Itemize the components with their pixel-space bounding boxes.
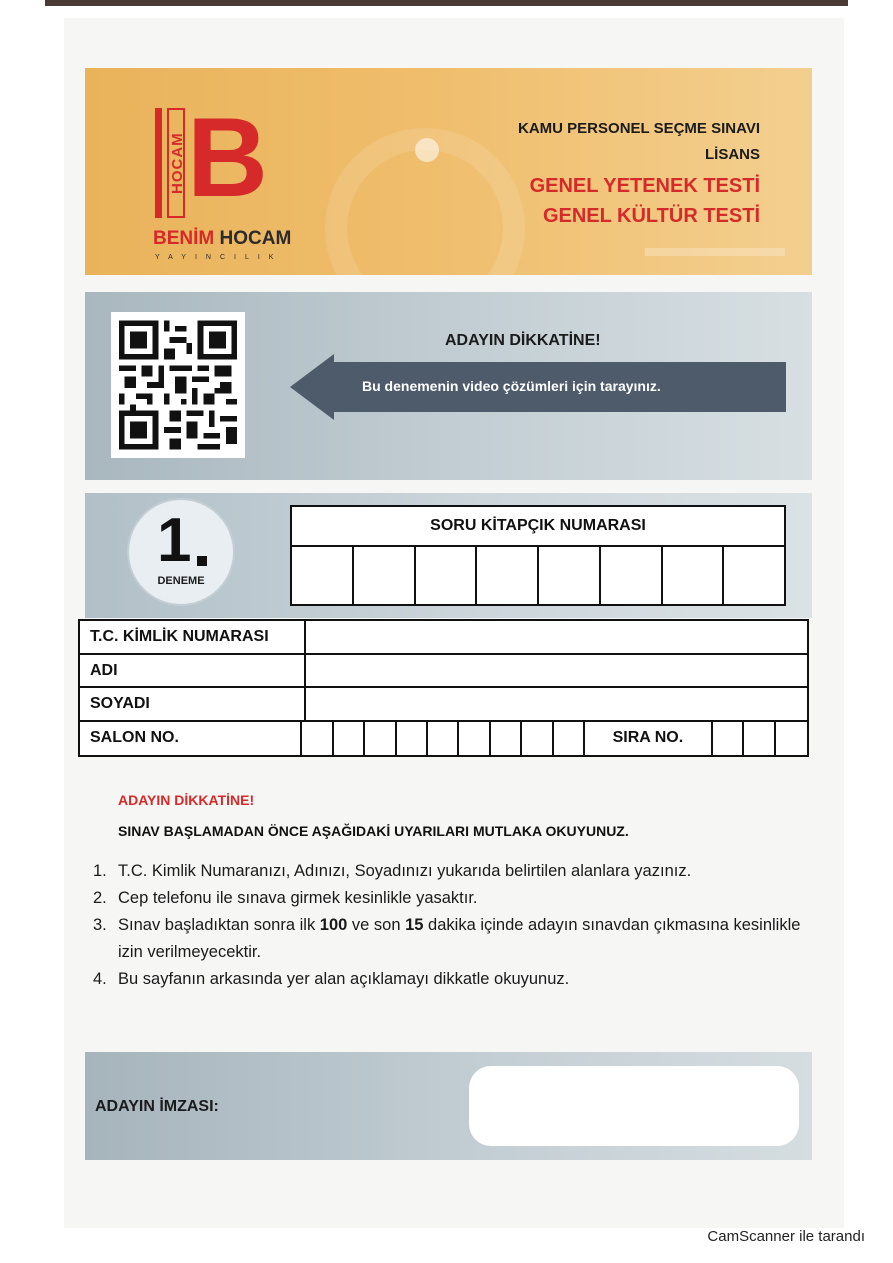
brand-logo bbox=[153, 95, 292, 261]
list-item bbox=[93, 858, 813, 885]
sira-box[interactable] bbox=[776, 722, 807, 756]
deneme-label: DENEME bbox=[157, 575, 205, 587]
list-item-bold-value: 15 bbox=[405, 916, 424, 934]
brand-name-part1: BENİM bbox=[153, 228, 215, 249]
list-item-number: 3. bbox=[93, 916, 107, 934]
booklet-number-cells bbox=[292, 547, 784, 604]
sira-box[interactable] bbox=[713, 722, 744, 756]
qr-code-graphic bbox=[119, 320, 237, 450]
salon-box[interactable] bbox=[522, 722, 553, 756]
list-item-number: 2. bbox=[93, 889, 107, 907]
booklet-cell[interactable] bbox=[354, 547, 416, 604]
decor-dot bbox=[415, 138, 439, 162]
deneme-number: 1 bbox=[157, 506, 192, 575]
salon-box[interactable] bbox=[302, 722, 333, 756]
booklet-cell[interactable] bbox=[601, 547, 663, 604]
list-item bbox=[93, 912, 813, 966]
surname-label: SOYADI bbox=[80, 688, 306, 720]
warnings-title: ADAYIN DİKKATİNE! bbox=[118, 792, 255, 808]
tc-row bbox=[80, 621, 807, 655]
salon-label: SALON NO. bbox=[80, 722, 302, 756]
list-item bbox=[93, 966, 813, 993]
logo-bar bbox=[155, 108, 162, 218]
brand-subtitle: YAYINCILIK bbox=[155, 254, 283, 261]
salon-box[interactable] bbox=[554, 722, 585, 756]
deneme-badge bbox=[127, 498, 235, 606]
booklet-cell[interactable] bbox=[663, 547, 725, 604]
deneme-number-dot bbox=[197, 556, 207, 566]
list-item-text-part: Sınav başladıktan sonra ilk bbox=[118, 916, 320, 934]
qr-title: ADAYIN DİKKATİNE! bbox=[445, 332, 601, 349]
test-name-2: GENEL KÜLTÜR TESTİ bbox=[542, 205, 760, 227]
signature-field[interactable] bbox=[469, 1066, 799, 1146]
salon-box[interactable] bbox=[334, 722, 365, 756]
tc-label: T.C. KİMLİK NUMARASI bbox=[80, 621, 306, 653]
booklet-cell[interactable] bbox=[477, 547, 539, 604]
surname-field[interactable] bbox=[306, 688, 807, 720]
booklet-cell[interactable] bbox=[539, 547, 601, 604]
list-item-bold-value: 100 bbox=[319, 916, 348, 934]
booklet-number-table bbox=[290, 505, 786, 606]
header-band bbox=[85, 68, 812, 275]
list-item-text-part: ve son bbox=[347, 916, 406, 934]
signature-band bbox=[85, 1052, 812, 1160]
name-label: ADI bbox=[80, 655, 306, 687]
list-item-number: 1. bbox=[93, 862, 107, 880]
warnings-list bbox=[93, 858, 813, 993]
sira-box[interactable] bbox=[744, 722, 775, 756]
logo-mark bbox=[155, 95, 268, 220]
candidate-info-table bbox=[78, 619, 809, 757]
list-item-number: 4. bbox=[93, 970, 107, 988]
list-item-text bbox=[118, 912, 813, 966]
qr-band bbox=[85, 292, 812, 480]
list-item-text-part: dakika içinde adayın sınavdan çıkmasına kesinlikle izin verilmeyecektir. bbox=[118, 916, 801, 961]
warnings-subtitle: SINAV BAŞLAMADAN ÖNCE AŞAĞIDAKİ UYARILARI MUTLAKA OKUYUNUZ. bbox=[118, 823, 629, 839]
salon-box[interactable] bbox=[459, 722, 490, 756]
name-field[interactable] bbox=[306, 655, 807, 687]
decor-bar bbox=[645, 248, 785, 256]
surname-row bbox=[80, 688, 807, 722]
salon-number-boxes bbox=[302, 722, 585, 756]
tc-field[interactable] bbox=[306, 621, 807, 653]
scan-top-edge bbox=[45, 0, 848, 6]
brand-name bbox=[153, 228, 291, 250]
salon-box[interactable] bbox=[491, 722, 522, 756]
list-item-text: T.C. Kimlik Numaranızı, Adınızı, Soyadınızı yukarıda belirtilen alanlara yazınız. bbox=[118, 862, 692, 880]
brand-name-part2: HOCAM bbox=[214, 228, 292, 249]
test-name-1: GENEL YETENEK TESTİ bbox=[529, 175, 760, 197]
booklet-cell[interactable] bbox=[292, 547, 354, 604]
sira-label: SIRA NO. bbox=[585, 722, 713, 756]
qr-instruction: Bu denemenin video çözümleri için tarayınız. bbox=[362, 378, 661, 394]
logo-letter: B bbox=[187, 95, 268, 220]
salon-box[interactable] bbox=[365, 722, 396, 756]
booklet-cell[interactable] bbox=[724, 547, 784, 604]
booklet-number-title: SORU KİTAPÇIK NUMARASI bbox=[292, 507, 784, 547]
logo-vertical-text: HOCAM bbox=[167, 108, 185, 218]
sira-number-boxes bbox=[713, 722, 807, 756]
list-item-text: Cep telefonu ile sınava girmek kesinlikle yasaktır. bbox=[118, 889, 478, 907]
signature-label: ADAYIN İMZASI: bbox=[95, 1098, 219, 1115]
name-row bbox=[80, 655, 807, 689]
exam-level: LİSANS bbox=[704, 146, 760, 163]
salon-row bbox=[80, 722, 807, 756]
list-item bbox=[93, 885, 813, 912]
exam-name: KAMU PERSONEL SEÇME SINAVI bbox=[518, 120, 760, 137]
qr-code-icon[interactable] bbox=[111, 312, 245, 458]
salon-box[interactable] bbox=[428, 722, 459, 756]
scanner-watermark: CamScanner ile tarandı bbox=[707, 1228, 865, 1245]
booklet-cell[interactable] bbox=[416, 547, 478, 604]
list-item-text: Bu sayfanın arkasında yer alan açıklamayı dikkatle okuyunuz. bbox=[118, 970, 570, 988]
salon-box[interactable] bbox=[397, 722, 428, 756]
